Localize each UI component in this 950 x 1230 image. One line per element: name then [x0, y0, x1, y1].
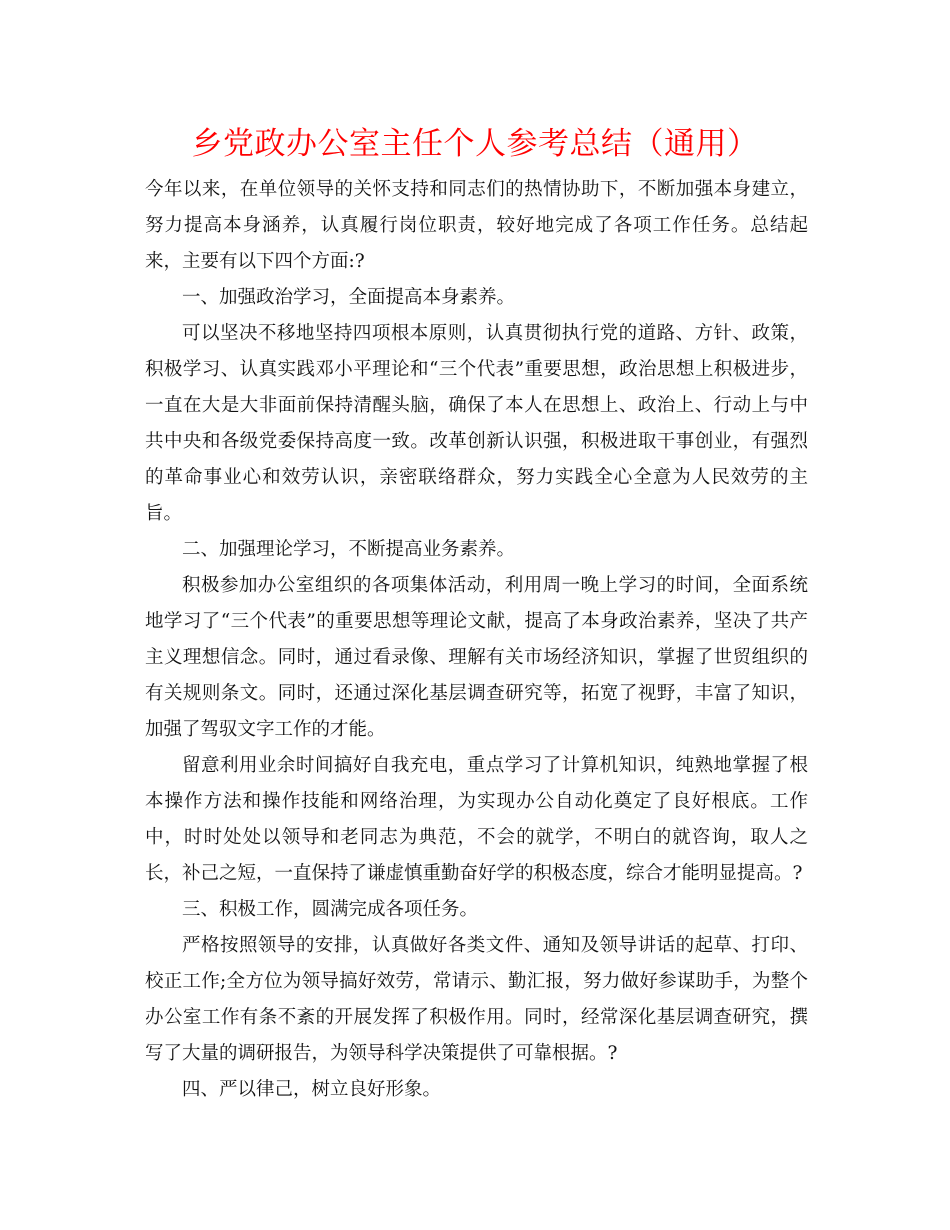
body-paragraph-2: 积极参加办公室组织的各项集体活动，利用周一晚上学习的时间，全面系统地学习了“三个代表”的重要思想等理论文献，提高了本身政治素养，坚决了共产主义理想信念。同时，通过看录像、理解有关市场经济知识，掌握了世贸组织的有关规则条文。同时，还通过深化基层调查研究等，拓宽了视野，丰富了知识，加强了驾驭文字工作的才能。: [145, 575, 808, 740]
document-title: 乡党政办公室主任个人参考总结（通用）: [191, 126, 759, 162]
section-heading-2: 二、加强理论学习，不断提高业务素养。: [182, 539, 516, 560]
body-paragraph-1: 可以坚决不移地坚持四项根本原则，认真贯彻执行党的道路、方针、政策，积极学习、认真实践邓小平理论和“三个代表”重要思想，政治思想上积极进步，一直在大是大非面前保持清醒头脑，确保了本人在思想上、政治上、行动上与中共中央和各级党委保持高度一致。改革创新认识强，积极进取干事创业，有强烈的革命事业心和效劳认识，亲密联络群众，努力实践全心全意为人民效劳的主旨。: [145, 323, 808, 524]
section-heading-4: 四、严以律己，树立良好形象。: [182, 1079, 442, 1100]
section-heading-3: 三、积极工作，圆满完成各项任务。: [182, 899, 479, 920]
body-paragraph-4: 严格按照领导的安排，认真做好各类文件、通知及领导讲话的起草、打印、校正工作;全方位为领导搞好效劳，常请示、勤汇报，努力做好参谋助手，为整个办公室工作有条不紊的开展发挥了积极作用。同时，经常深化基层调查研究，撰写了大量的调研报告，为领导科学决策提供了可靠根据。?: [145, 935, 808, 1064]
body-paragraph-3: 留意利用业余时间搞好自我充电，重点学习了计算机知识，纯熟地掌握了根本操作方法和操作技能和网络治理，为实现办公自动化奠定了良好根底。工作中，时时处处以领导和老同志为典范，不会的就学，不明白的就咨询，取人之长，补己之短，一直保持了谦虚慎重勤奋好学的积极态度，综合才能明显提高。?: [145, 755, 808, 884]
intro-paragraph: 今年以来，在单位领导的关怀支持和同志们的热情协助下，不断加强本身建立，努力提高本身涵养，认真履行岗位职责，较好地完成了各项工作任务。总结起来，主要有以下四个方面:?: [145, 179, 808, 272]
document-body: [145, 172, 808, 1108]
section-heading-1: 一、加强政治学习，全面提高本身素养。: [182, 287, 516, 308]
